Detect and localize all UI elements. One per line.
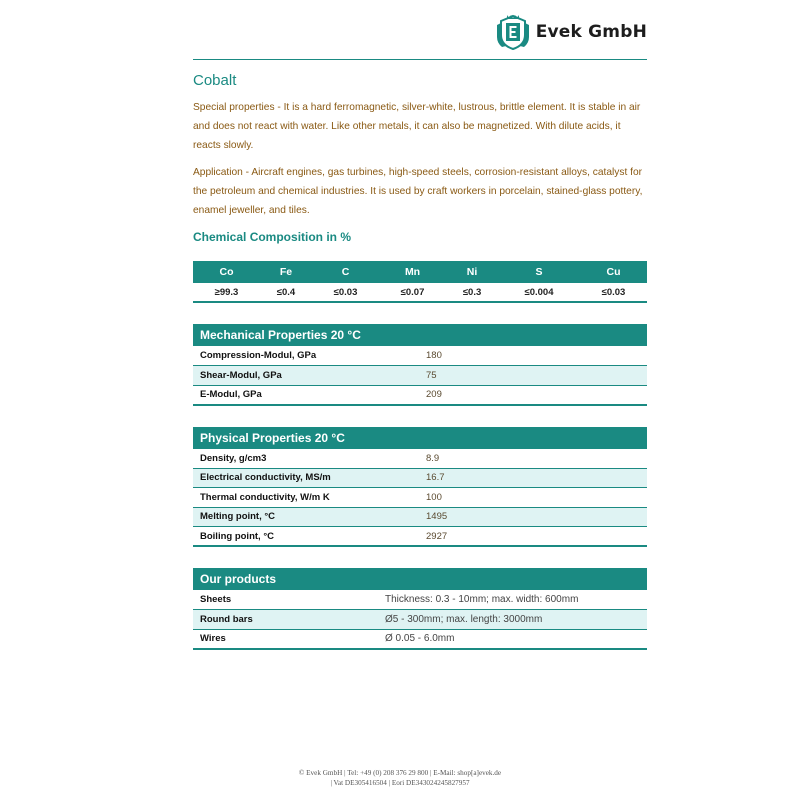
property-label: Melting point, °C: [193, 507, 426, 527]
table-row: [193, 507, 647, 527]
product-value: Ø 0.05 - 6.0mm: [385, 629, 647, 649]
property-label: Boiling point, °C: [193, 527, 426, 547]
table-row: [193, 468, 647, 488]
table-row: [193, 346, 647, 366]
page-title: Cobalt: [193, 72, 237, 89]
composition-table: [193, 261, 647, 303]
physical-properties-table: [193, 427, 647, 548]
table-row: [193, 610, 647, 630]
property-value: 16.7: [426, 468, 647, 488]
element-header: Ni: [446, 261, 498, 283]
brand-name: Evek GmbH: [535, 22, 647, 42]
product-label: Wires: [193, 629, 385, 649]
property-value: 209: [426, 385, 647, 405]
composition-title: Chemical Composition in %: [193, 230, 352, 244]
product-value: Ø5 - 300mm; max. length: 3000mm: [385, 610, 647, 630]
table-row: [193, 366, 647, 386]
element-header: Co: [193, 261, 260, 283]
element-header: Cu: [580, 261, 647, 283]
table-row: [193, 590, 647, 610]
element-value: ≤0.07: [379, 283, 446, 302]
table-row: [193, 488, 647, 508]
footer-tax-ids: | Vat DE305416504 | Eori DE343024245827957: [330, 779, 470, 787]
element-value: ≤0.004: [498, 283, 580, 302]
element-value: ≤0.4: [260, 283, 312, 302]
element-header: Fe: [260, 261, 312, 283]
table-row: [193, 385, 647, 405]
physical-properties-title: Physical Properties 20 °C: [193, 427, 647, 449]
page-footer: [0, 768, 800, 788]
property-label: Shear-Modul, GPa: [193, 366, 426, 386]
element-header: S: [498, 261, 580, 283]
composition-value-row: [193, 283, 647, 302]
product-label: Sheets: [193, 590, 385, 610]
table-row: [193, 629, 647, 649]
products-table: [193, 568, 647, 650]
composition-header-row: [193, 261, 647, 283]
property-label: Thermal conductivity, W/m K: [193, 488, 426, 508]
element-header: C: [312, 261, 379, 283]
mechanical-properties-table: [193, 324, 647, 406]
footer-contact: © Evek GmbH | Tel: +49 (0) 208 376 29 800 | E-Mail: shop[a]evek.de: [298, 769, 502, 777]
property-value: 100: [426, 488, 647, 508]
element-value: ≤0.3: [446, 283, 498, 302]
property-label: Electrical conductivity, MS/m: [193, 468, 426, 488]
property-value: 2927: [426, 527, 647, 547]
property-value: 8.9: [426, 449, 647, 469]
page-header: [193, 12, 647, 60]
property-label: E-Modul, GPa: [193, 385, 426, 405]
element-value: ≥99.3: [193, 283, 260, 302]
property-value: 1495: [426, 507, 647, 527]
products-title: Our products: [193, 568, 647, 590]
main-content: [193, 72, 647, 650]
element-header: Mn: [379, 261, 446, 283]
application-text: Application - Aircraft engines, gas turbines, high-speed steels, corrosion-resistant alloys, catalyst for the petroleum and chemical industries. It is used by craft workers in porcelain, stained-glass pottery, enamel jeweller, and tiles.: [193, 167, 643, 216]
product-value: Thickness: 0.3 - 10mm; max. width: 600mm: [385, 590, 647, 610]
element-value: ≤0.03: [312, 283, 379, 302]
element-value: ≤0.03: [580, 283, 647, 302]
table-row: [193, 527, 647, 547]
table-row: [193, 449, 647, 469]
special-properties-text: Special properties - It is a hard ferromagnetic, silver-white, lustrous, brittle element. It is stable in air and does not react with water. Like other metals, it can also be magnetized. With dilute acids, it reacts slowly.: [193, 102, 641, 151]
property-value: 75: [426, 366, 647, 386]
shield-e-icon: [496, 13, 530, 51]
property-value: 180: [426, 346, 647, 366]
product-label: Round bars: [193, 610, 385, 630]
mechanical-properties-title: Mechanical Properties 20 °C: [193, 324, 647, 346]
property-label: Density, g/cm3: [193, 449, 426, 469]
brand-logo: [496, 12, 647, 52]
property-label: Compression-Modul, GPa: [193, 346, 426, 366]
